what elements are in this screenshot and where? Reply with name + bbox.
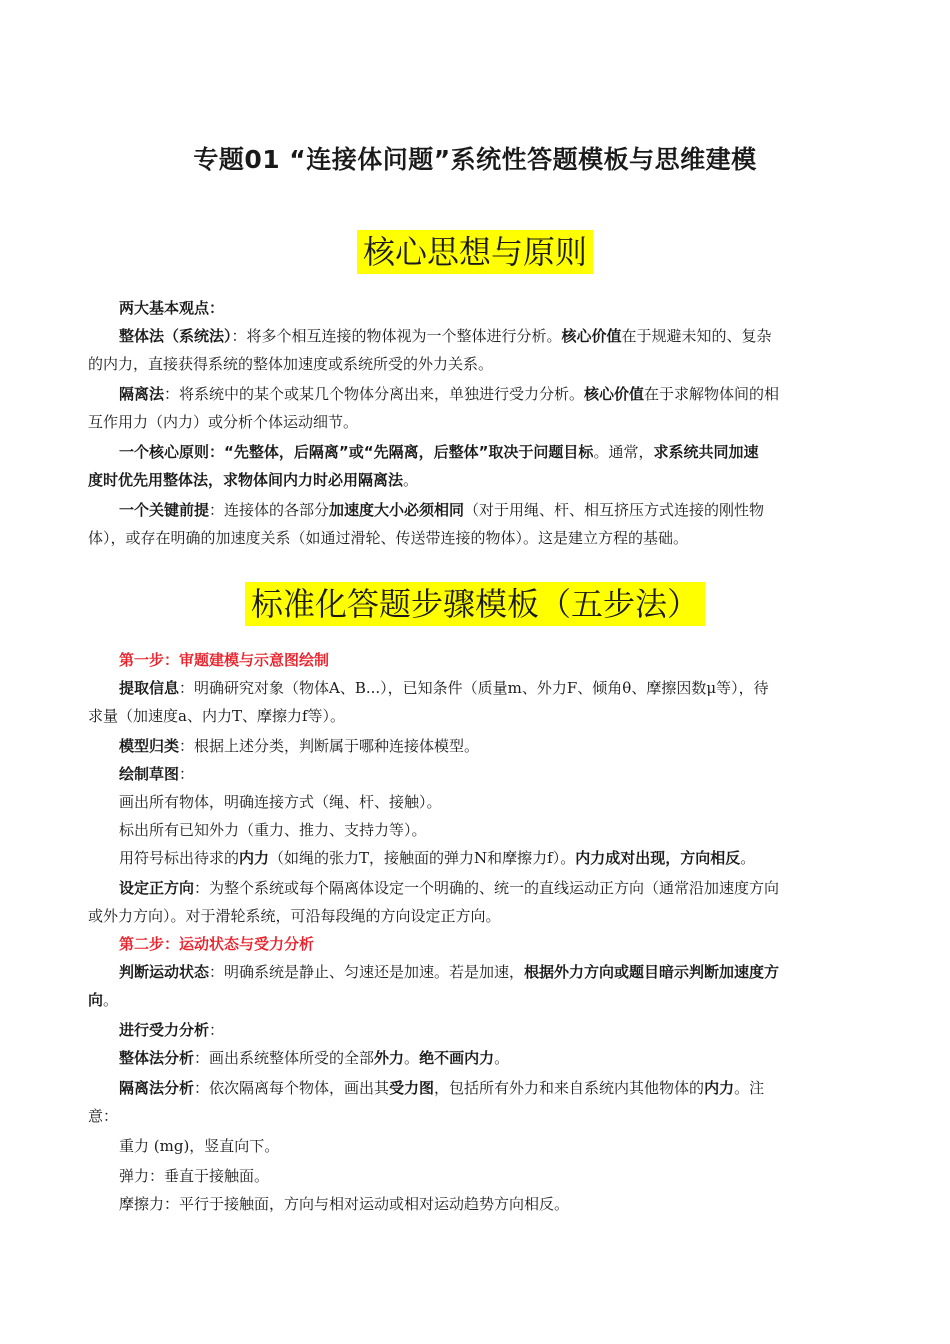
paragraph: 意： — [88, 1107, 119, 1125]
section-heading-core-ideas — [0, 230, 950, 278]
paragraph — [88, 380, 878, 408]
paragraph — [88, 496, 878, 524]
paragraph — [88, 732, 878, 760]
step-heading: 第一步：审题建模与示意图绘制 — [119, 651, 330, 669]
text: （如绳的张力T，接触面的弹力N和摩擦力f）。 — [269, 849, 576, 867]
paragraph — [88, 874, 878, 902]
text: ：连接体的各部分 — [209, 501, 330, 519]
paragraph — [88, 674, 878, 702]
term: 外力 — [374, 1049, 405, 1067]
text: ：明确系统是静止、匀速还是加速。若是加速， — [209, 963, 525, 981]
text: 在于规避未知的、复杂 — [621, 327, 772, 345]
paragraph — [88, 760, 878, 788]
term: 模型归类 — [119, 737, 180, 755]
paragraph: 标出所有已知外力（重力、推力、支持力等）。 — [119, 821, 427, 839]
paragraph: 弹力：垂直于接触面。 — [119, 1167, 270, 1185]
term: 核心价值 — [561, 327, 622, 345]
section-heading-core-ideas-text: 核心思想与原则 — [357, 230, 593, 274]
section-core-ideas-body — [88, 294, 878, 552]
text: 用符号标出待求的 — [119, 849, 240, 867]
text: ：将多个相互连接的物体视为一个整体进行分析。 — [231, 327, 562, 345]
text: ：根据上述分类，判断属于哪种连接体模型。 — [179, 737, 480, 755]
term: 整体法（系统法） — [119, 327, 232, 345]
term: 求系统共同加速 — [653, 443, 759, 461]
term: 内力成对出现，方向相反 — [575, 849, 741, 867]
paragraph: 体），或存在明确的加速度关系（如通过滑轮、传送带连接的物体）。这是建立方程的基础。 — [88, 529, 689, 547]
term: 绘制草图 — [119, 765, 180, 783]
paragraph — [88, 1044, 878, 1072]
term: 内力 — [239, 849, 270, 867]
term: 整体法分析 — [119, 1049, 195, 1067]
text: 。 — [403, 471, 419, 489]
section-heading-steps-text: 标准化答题步骤模板（五步法） — [245, 582, 705, 626]
text: 。 — [494, 1049, 510, 1067]
paragraph: 摩擦力：平行于接触面，方向与相对运动或相对运动趋势方向相反。 — [119, 1195, 570, 1213]
paragraph: 画出所有物体，明确连接方式（绳、杆、接触）。 — [119, 793, 442, 811]
term: 一个关键前提 — [119, 501, 210, 519]
paragraph: 互作用力（内力）或分析个体运动细节。 — [88, 413, 359, 431]
paragraph: 重力 (mg)，竖直向下。 — [119, 1137, 280, 1155]
term: 进行受力分析 — [119, 1021, 210, 1039]
term: 根据外力方向或题目暗示判断加速度方 — [524, 963, 780, 981]
text: 。通常， — [593, 443, 654, 461]
paragraph: 或外力方向）。对于滑轮系统，可沿每段绳的方向设定正方向。 — [88, 907, 501, 925]
text: 。 — [740, 849, 756, 867]
paragraph — [88, 844, 878, 872]
paragraph: 两大基本观点： — [119, 299, 225, 317]
paragraph — [88, 986, 878, 1014]
paragraph — [88, 322, 878, 350]
paragraph: 求量（加速度a、内力T、摩擦力f等）。 — [88, 707, 346, 725]
term: 隔离法分析 — [119, 1079, 195, 1097]
text: 在于求解物体间的相 — [644, 385, 780, 403]
text: ： — [179, 765, 195, 783]
text: 。注 — [734, 1079, 765, 1097]
term: 受力图 — [389, 1079, 435, 1097]
text: ：明确研究对象（物体A、B...），已知条件（质量m、外力F、倾角θ、摩擦因数μ等），待 — [179, 679, 769, 697]
term: 绝不画内力 — [419, 1049, 495, 1067]
text: ，包括所有外力和来自系统内其他物体的 — [434, 1079, 705, 1097]
text: ：将系统中的某个或某几个物体分离出来，单独进行受力分析。 — [164, 385, 585, 403]
section-heading-steps — [0, 582, 950, 630]
text: ：画出系统整体所受的全部 — [194, 1049, 375, 1067]
term: 隔离法 — [119, 385, 165, 403]
section-steps-body — [88, 646, 878, 1218]
text: ：依次隔离每个物体，画出其 — [194, 1079, 390, 1097]
paragraph — [88, 466, 878, 494]
term: 内力 — [704, 1079, 735, 1097]
paragraph — [88, 1074, 878, 1102]
term: 一个核心原则：“先整体，后隔离”或“先隔离，后整体”取决于问题目标 — [119, 443, 594, 461]
term: 判断运动状态 — [119, 963, 210, 981]
text: （对于用绳、杆、相互挤压方式连接的刚性物 — [464, 501, 765, 519]
text: 。 — [404, 1049, 420, 1067]
term: 提取信息 — [119, 679, 180, 697]
term: 向 — [88, 991, 104, 1009]
text: ：为整个系统或每个隔离体设定一个明确的、统一的直线运动正方向（通常沿加速度方向 — [194, 879, 780, 897]
paragraph — [88, 958, 878, 986]
term: 度时优先用整体法，求物体间内力时必用隔离法 — [88, 471, 404, 489]
paragraph: 的内力，直接获得系统的整体加速度或系统所受的外力关系。 — [88, 355, 494, 373]
step-heading: 第二步：运动状态与受力分析 — [119, 935, 315, 953]
text: 。 — [103, 991, 119, 1009]
term: 加速度大小必须相同 — [329, 501, 465, 519]
text: ： — [209, 1021, 225, 1039]
term: 设定正方向 — [119, 879, 195, 897]
paragraph — [88, 438, 878, 466]
document-title: 专题01 “连接体问题”系统性答题模板与思维建模 — [193, 145, 757, 174]
paragraph — [88, 1016, 878, 1044]
term: 核心价值 — [584, 385, 645, 403]
